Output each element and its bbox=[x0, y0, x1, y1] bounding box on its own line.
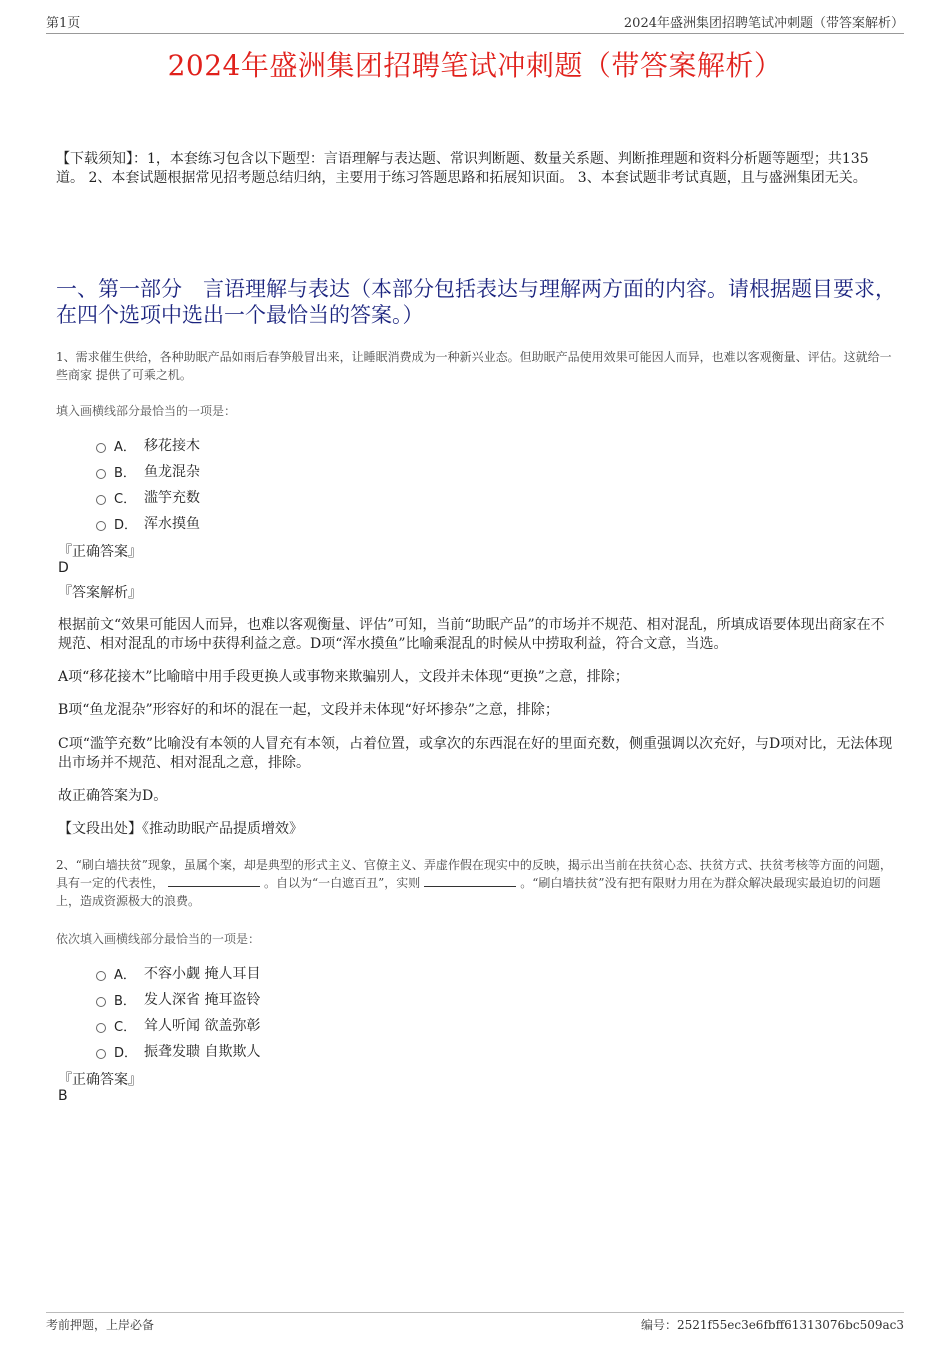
option-d[interactable]: D． 浑水摸鱼 bbox=[96, 510, 200, 536]
header-doc-title: 2024年盛洲集团招聘笔试冲刺题（带答案解析） bbox=[623, 16, 904, 31]
section-heading: 一、第一部分 言语理解与表达（本部分包括表达与理解两方面的内容。请根据题目要求，在四个选项中选出一个最恰当的答案。） bbox=[56, 277, 896, 327]
question-2-text: 2、“刷白墙扶贫”现象，虽属个案，却是典型的形式主义、官僚主义、弄虚作假在现实中的反映，揭示出当前在扶贫心态、扶贫方式、扶贫考核等方面的问题，具有一定的代表性， 。自以为“一白遮百丑”，实则 。“刷白墙扶贫”没有把有限财力用在为群众解决最现实最迫切的问题上，造成资源极大的浪费。 bbox=[56, 858, 892, 908]
analysis-paragraph: A项“移花接木”比喻暗中用手段更换人或事物来欺骗别人，文段并未体现“更换”之意，排除； bbox=[58, 669, 629, 685]
answer-value: D bbox=[58, 560, 69, 576]
download-notice: 【下载须知】：1，本套练习包含以下题型：言语理解与表达题、常识判断题、数量关系题、判断推理题和资料分析题等题型；共135道。 2、本套试题根据常见招考题总结归纳，主要用于练习答题思路和拓展知识面。 3、本套试题非考试真题，且与盛洲集团无关。 bbox=[56, 151, 869, 186]
radio-icon[interactable] bbox=[96, 469, 106, 479]
option-a[interactable]: A． 不容小觑 掩人耳目 bbox=[96, 960, 260, 986]
question-1-prompt: 填入画横线部分最恰当的一项是： bbox=[56, 404, 237, 418]
option-b[interactable]: B． 发人深省 掩耳盗铃 bbox=[96, 986, 260, 1012]
page-title: 2024年盛洲集团招聘笔试冲刺题（带答案解析） bbox=[167, 49, 783, 82]
question-1-text: 1、需求催生供给，各种助眠产品如雨后春笋般冒出来，让睡眠消费成为一种新兴业态。但助眠产品使用效果可能因人而异，也难以客观衡量、评估。这就给一些商家 提供了可乘之机。 bbox=[56, 350, 892, 382]
page-header bbox=[46, 12, 904, 34]
analysis-label: 『答案解析』 bbox=[58, 585, 142, 601]
answer-label: 『正确答案』 bbox=[58, 1072, 142, 1088]
page-footer bbox=[46, 1312, 904, 1333]
footer-slogan: 考前押题，上岸必备 bbox=[46, 1318, 155, 1332]
answer-value: B bbox=[58, 1088, 68, 1104]
fill-blank bbox=[424, 874, 516, 887]
radio-icon[interactable] bbox=[96, 1023, 106, 1033]
option-b[interactable]: B． 鱼龙混杂 bbox=[96, 458, 200, 484]
source-citation: 【文段出处】《推动助眠产品提质增效》 bbox=[58, 821, 303, 837]
question-1-options bbox=[96, 432, 200, 536]
radio-icon[interactable] bbox=[96, 495, 106, 505]
radio-icon[interactable] bbox=[96, 997, 106, 1007]
analysis-paragraph: C项“滥竽充数”比喻没有本领的人冒充有本领，占着位置，或拿次的东西混在好的里面充数，侧重强调以次充好，与D项对比，无法体现出市场并不规范、相对混乱之意，排除。 bbox=[58, 736, 893, 771]
analysis-paragraph: B项“鱼龙混杂”形容好的和坏的混在一起，文段并未体现“好坏掺杂”之意，排除； bbox=[58, 702, 559, 718]
question-2-options bbox=[96, 960, 260, 1064]
analysis-paragraph: 根据前文“效果可能因人而异，也难以客观衡量、评估”可知，当前“助眠产品”的市场并不规范、相对混乱，所填成语要体现出商家在不规范、相对混乱的市场中获得利益之意。D项“浑水摸鱼”比喻乘混乱的时候从中捞取利益，符合文意，当选。 bbox=[58, 617, 885, 652]
answer-label: 『正确答案』 bbox=[58, 544, 142, 560]
option-a[interactable]: A． 移花接木 bbox=[96, 432, 200, 458]
analysis-paragraph: 故正确答案为D。 bbox=[58, 788, 168, 804]
page-number: 第1页 bbox=[46, 16, 81, 31]
radio-icon[interactable] bbox=[96, 971, 106, 981]
option-c[interactable]: C． 滥竽充数 bbox=[96, 484, 200, 510]
option-c[interactable]: C． 耸人听闻 欲盖弥彰 bbox=[96, 1012, 260, 1038]
fill-blank bbox=[168, 874, 260, 887]
radio-icon[interactable] bbox=[96, 521, 106, 531]
document-id: 编号：2521f55ec3e6fbff61313076bc509ac3 bbox=[641, 1318, 904, 1332]
question-2-prompt: 依次填入画横线部分最恰当的一项是： bbox=[56, 932, 261, 946]
radio-icon[interactable] bbox=[96, 1049, 106, 1059]
radio-icon[interactable] bbox=[96, 443, 106, 453]
option-d[interactable]: D． 振聋发聩 自欺欺人 bbox=[96, 1038, 260, 1064]
